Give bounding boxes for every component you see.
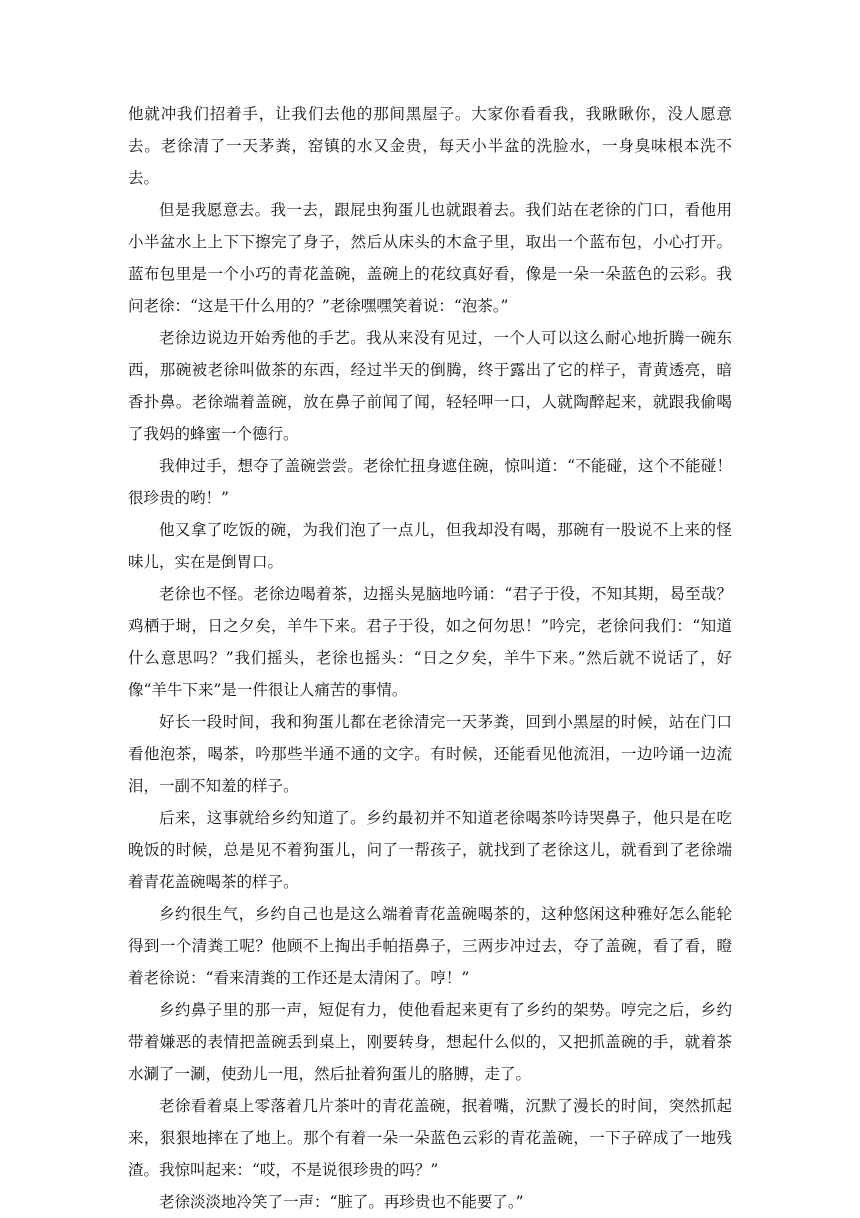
paragraph-12: 老徐淡淡地冷笑了一声：“脏了。再珍贵也不能要了。”	[159, 1193, 524, 1211]
paragraph-11: 老徐看着桌上零落着几片茶叶的青花盖碗，抿着嘴，沉默了漫长的时间，突然抓起来，狠狠地摔在了地上。那个有着一朵一朵蓝色云彩的青花盖碗，一下子碎成了一地残渣。我惊叫起来：“哎，不是说很珍贵的吗？”	[128, 1097, 732, 1179]
paragraph-2: 但是我愿意去。我一去，跟屁虫狗蛋儿也就跟着去。我们站在老徐的门口，看他用小半盆水上上下下擦完了身子，然后从床头的木盒子里，取出一个蓝布包，小心打开。蓝布包里是一个小巧的青花盖碗，盖碗上的花纹真好看，像是一朵一朵蓝色的云彩。我问老徐：“这是干什么用的？”老徐嘿嘿笑着说：“泡茶。”	[128, 201, 732, 315]
paragraph-1: 他就冲我们招着手，让我们去他的那间黑屋子。大家你看看我，我瞅瞅你，没人愿意去。老徐清了一天茅粪，窑镇的水又金贵，每天小半盆的洗脸水，一身臭味根本洗不去。	[128, 105, 732, 187]
paragraph-8: 后来，这事就给乡约知道了。乡约最初并不知道老徐喝茶吟诗哭鼻子，他只是在吃晚饭的时候，总是见不着狗蛋儿，问了一帮孩子，就找到了老徐这儿，就看到了老徐端着青花盖碗喝茶的样子。	[128, 809, 732, 891]
paragraph-4: 我伸过手，想夺了盖碗尝尝。老徐忙扭身遮住碗，惊叫道：“不能碰，这个不能碰！很珍贵的哟！”	[128, 457, 732, 507]
paragraph-9: 乡约很生气，乡约自己也是这么端着青花盖碗喝茶的，这种悠闲这种雅好怎么能轮得到一个清粪工呢？他顾不上掏出手帕捂鼻子，三两步冲过去，夺了盖碗，看了看，瞪着老徐说：“看来清粪的工作还是太清闲了。哼！”	[128, 905, 732, 987]
paragraph-6: 老徐也不怪。老徐边喝着茶，边摇头晃脑地吟诵：“君子于役，不知其期，曷至哉？鸡栖于埘，日之夕矣，羊牛下来。君子于役，如之何勿思！”吟完，老徐问我们：“知道什么意思吗？”我们摇头，老徐也摇头：“日之夕矣，羊牛下来。”然后就不说话了，好像“羊牛下来”是一件很让人痛苦的事情。	[128, 585, 732, 699]
paragraph-3: 老徐边说边开始秀他的手艺。我从来没有见过，一个人可以这么耐心地折腾一碗东西，那碗被老徐叫做茶的东西，经过半天的倒腾，终于露出了它的样子，青黄透亮，暗香扑鼻。老徐端着盖碗，放在鼻子前闻了闻，轻轻呷一口，人就陶醉起来，就跟我偷喝了我妈的蜂蜜一个德行。	[128, 329, 732, 443]
paragraph-5: 他又拿了吃饭的碗，为我们泡了一点儿，但我却没有喝，那碗有一股说不上来的怪味儿，实在是倒胃口。	[128, 521, 732, 571]
paragraph-10: 乡约鼻子里的那一声，短促有力，使他看起来更有了乡约的架势。哼完之后，乡约带着嫌恶的表情把盖碗丢到桌上，刚要转身，想起什么似的，又把抓盖碗的手，就着茶水涮了一涮，使劲儿一甩，然后扯着狗蛋儿的胳膊，走了。	[128, 1001, 732, 1083]
paragraph-7: 好长一段时间，我和狗蛋儿都在老徐清完一天茅粪，回到小黑屋的时候，站在门口看他泡茶，喝茶，吟那些半通不通的文字。有时候，还能看见他流泪，一边吟诵一边流泪，一副不知羞的样子。	[128, 713, 732, 795]
document-page	[128, 98, 732, 1218]
